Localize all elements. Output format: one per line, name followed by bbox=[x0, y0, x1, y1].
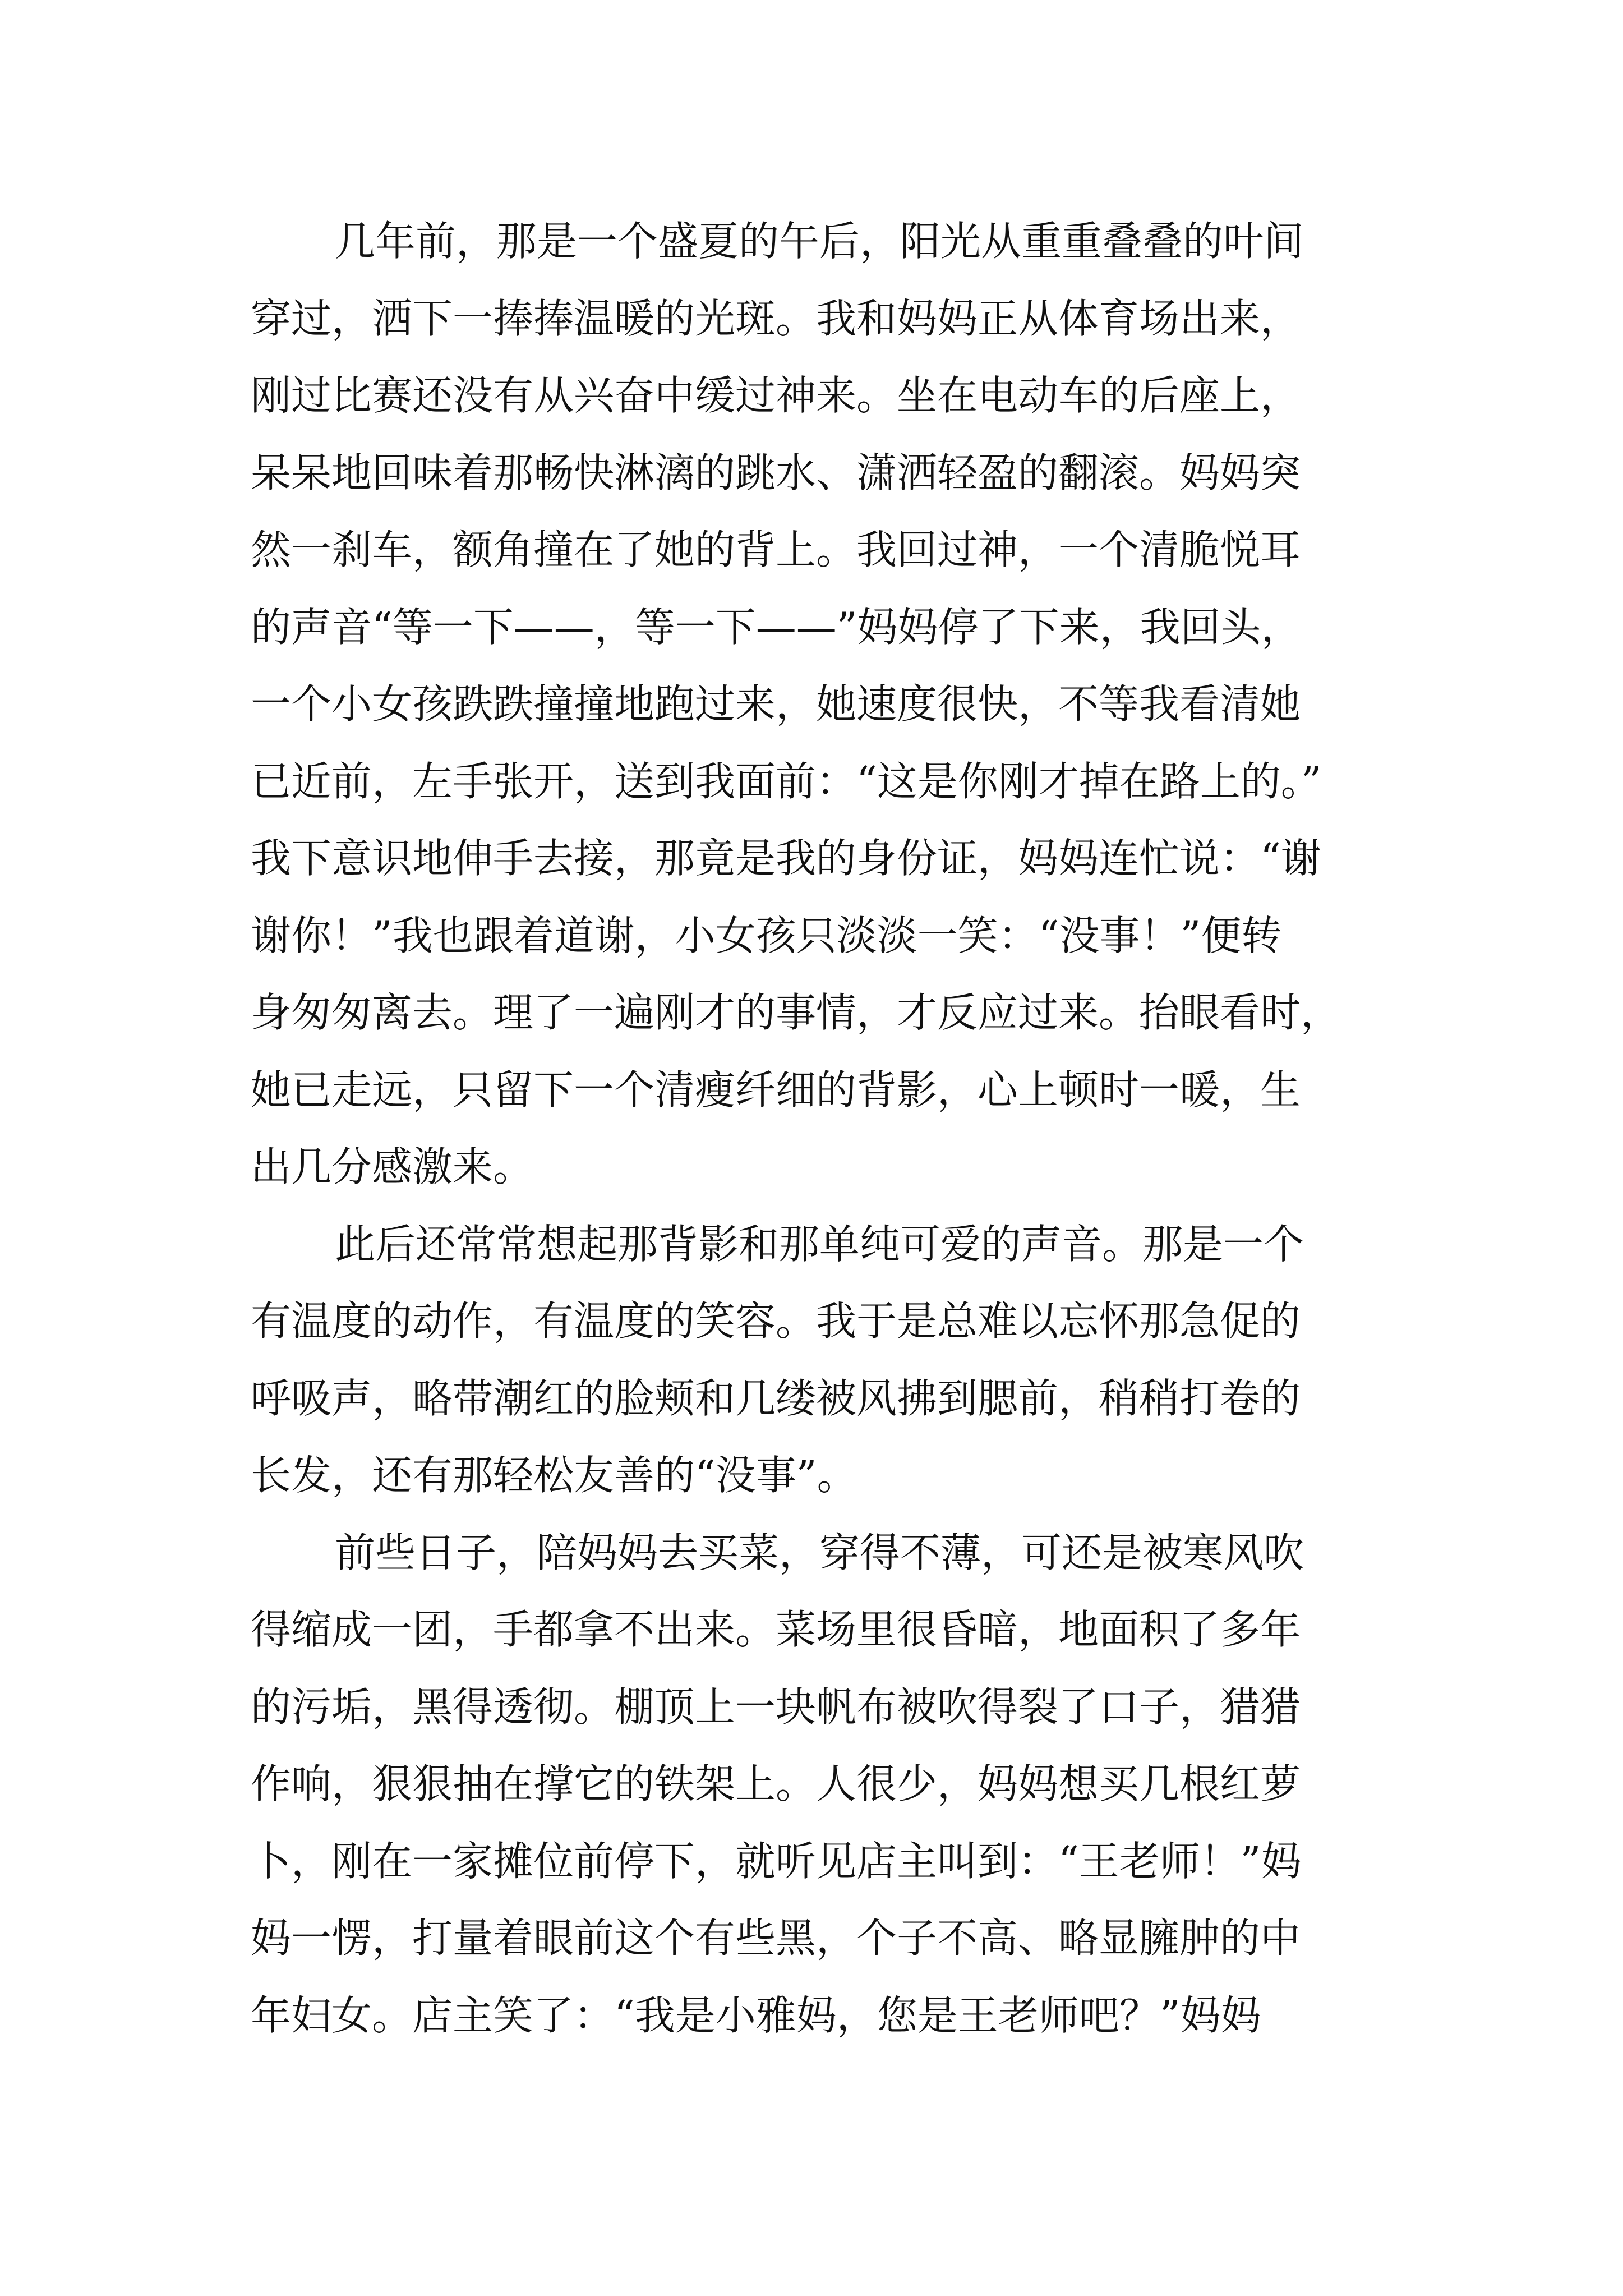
text-line: 的声音“等一下——，等一下——”妈妈停了下来，我回头， bbox=[251, 603, 1302, 651]
text-line: 的污垢，黑得透彻。棚顶上一块帆布被吹得裂了口子，猎猎 bbox=[251, 1683, 1301, 1731]
text-line: 已近前，左手张开，送到我面前：“这是你刚才掉在路上的。” bbox=[251, 757, 1322, 805]
body-text bbox=[251, 203, 1378, 2054]
text-line: 穿过，洒下一捧捧温暖的光斑。我和妈妈正从体育场出来， bbox=[251, 295, 1301, 342]
text-line: 身匆匆离去。理了一遍刚才的事情，才反应过来。抬眼看时， bbox=[251, 989, 1341, 1036]
text-line: 前些日子，陪妈妈去买菜，穿得不薄，可还是被寒风吹 bbox=[335, 1529, 1304, 1576]
text-line: 得缩成一团，手都拿不出来。菜场里很昏暗，地面积了多年 bbox=[251, 1606, 1301, 1653]
text-line: 出几分感激来。 bbox=[251, 1143, 534, 1190]
text-line: 年妇女。店主笑了：“我是小雅妈，您是王老师吧？”妈妈 bbox=[251, 1991, 1261, 2039]
text-line: 谢你！”我也跟着道谢，小女孩只淡淡一笑：“没事！”便转 bbox=[251, 912, 1282, 959]
text-line: 卜，刚在一家摊位前停下，就听见店主叫到：“王老师！”妈 bbox=[251, 1837, 1302, 1885]
text-line: 呼吸声，略带潮红的脸颊和几缕被风拂到腮前，稍稍打卷的 bbox=[251, 1374, 1301, 1422]
text-line: 有温度的动作，有温度的笑容。我于是总难以忘怀那急促的 bbox=[251, 1297, 1301, 1345]
text-line: 几年前，那是一个盛夏的午后，阳光从重重叠叠的叶间 bbox=[335, 218, 1304, 265]
text-line: 妈一愣，打量着眼前这个有些黑，个子不高、略显臃肿的中 bbox=[251, 1915, 1301, 1962]
text-line: 呆呆地回味着那畅快淋漓的跳水、潇洒轻盈的翻滚。妈妈突 bbox=[251, 449, 1301, 496]
text-line: 刚过比赛还没有从兴奋中缓过神来。坐在电动车的后座上， bbox=[251, 372, 1301, 419]
text-line: 一个小女孩跌跌撞撞地跑过来，她速度很快，不等我看清她 bbox=[251, 680, 1301, 728]
text-line: 我下意识地伸手去接，那竟是我的身份证，妈妈连忙说：“谢 bbox=[251, 835, 1321, 882]
text-line: 长发，还有那轻松友善的“没事”。 bbox=[251, 1452, 857, 1499]
text-line: 此后还常常想起那背影和那单纯可爱的声音。那是一个 bbox=[335, 1220, 1304, 1268]
text-line: 她已走远，只留下一个清瘦纤细的背影，心上顿时一暖，生 bbox=[251, 1066, 1301, 1114]
text-line: 作响，狠狠抽在撑它的铁架上。人很少，妈妈想买几根红萝 bbox=[251, 1760, 1301, 1807]
text-line: 然一刹车，额角撞在了她的背上。我回过神，一个清脆悦耳 bbox=[251, 526, 1301, 573]
